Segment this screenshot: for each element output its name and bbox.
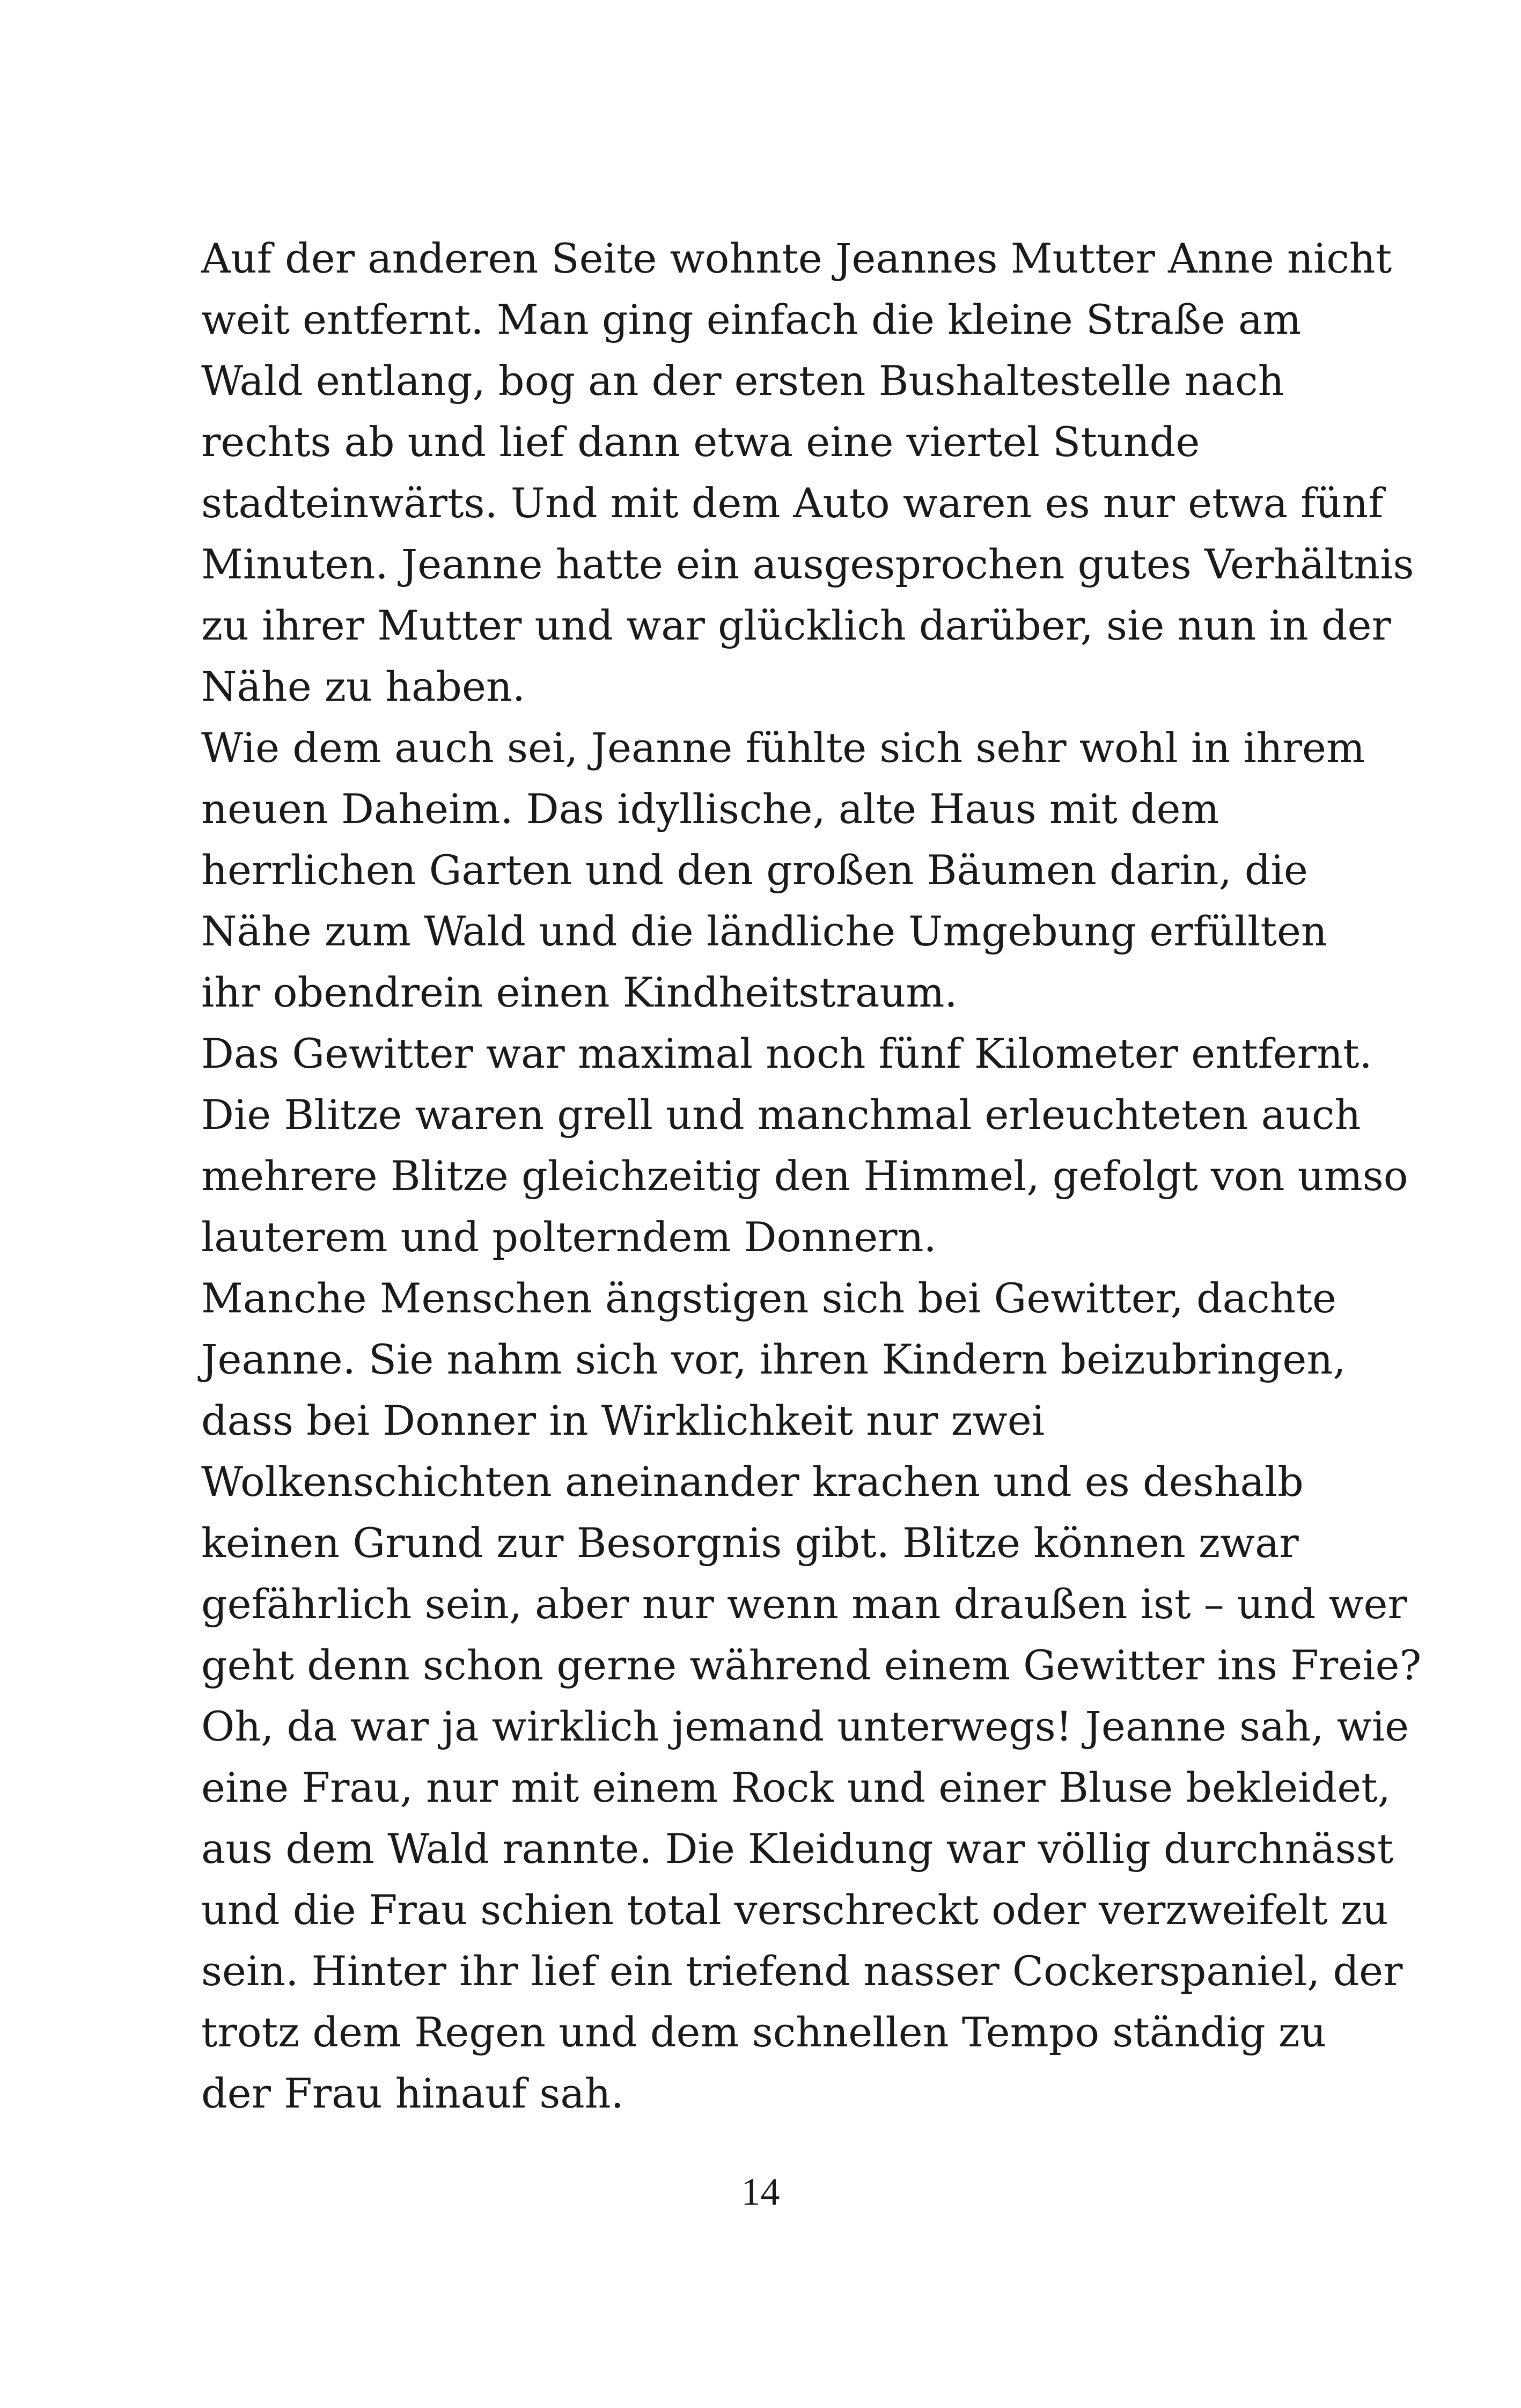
text-line: Wolkenschichten aneinander krachen und es deshalb bbox=[201, 1458, 1304, 1506]
text-line: dass bei Donner in Wirklichkeit nur zwei bbox=[201, 1397, 1045, 1444]
text-line: ihr obendrein einen Kindheitstraum. bbox=[201, 968, 958, 1016]
text-line: Minuten. Jeanne hatte ein ausgesprochen gutes Verhältnis bbox=[201, 540, 1414, 588]
text-line: Wald entlang, bog an der ersten Bushaltestelle nach bbox=[201, 357, 1284, 405]
text-line: neuen Daheim. Das idyllische, alte Haus mit dem bbox=[201, 785, 1219, 833]
text-line: Nähe zum Wald und die ländliche Umgebung erfüllten bbox=[201, 907, 1327, 955]
page-number: 14 bbox=[741, 2170, 780, 2213]
text-line: Nähe zu haben. bbox=[201, 663, 526, 710]
text-line: geht denn schon gerne während einem Gewitter ins Freie? bbox=[201, 1641, 1422, 1689]
text-line: Auf der anderen Seite wohnte Jeannes Mutter Anne nicht bbox=[201, 234, 1392, 282]
text-line: Oh, da war ja wirklich jemand unterwegs! Jeanne sah, wie bbox=[201, 1702, 1409, 1750]
text-line: keinen Grund zur Besorgnis gibt. Blitze können zwar bbox=[201, 1519, 1299, 1567]
text-line: herrlichen Garten und den großen Bäumen darin, die bbox=[201, 846, 1308, 894]
text-line: weit entfernt. Man ging einfach die kleine Straße am bbox=[201, 296, 1302, 343]
body-text bbox=[201, 228, 1422, 2124]
text-line: Die Blitze waren grell und manchmal erleuchteten auch bbox=[201, 1091, 1361, 1139]
text-line: Das Gewitter war maximal noch fünf Kilometer entfernt. bbox=[201, 1030, 1372, 1077]
text-line: aus dem Wald rannte. Die Kleidung war völlig durchnässt bbox=[201, 1825, 1394, 1873]
text-line: sein. Hinter ihr lief ein triefend nasser Cockerspaniel, der bbox=[201, 1947, 1403, 1995]
text-line: eine Frau, nur mit einem Rock und einer Bluse bekleidet, bbox=[201, 1764, 1391, 1811]
text-line: Wie dem auch sei, Jeanne fühlte sich sehr wohl in ihrem bbox=[201, 724, 1365, 772]
text-line: gefährlich sein, aber nur wenn man draußen ist – und wer bbox=[201, 1580, 1407, 1628]
text-line: Jeanne. Sie nahm sich vor, ihren Kindern beizubringen, bbox=[201, 1335, 1346, 1383]
text-line: stadteinwärts. Und mit dem Auto waren es nur etwa fünf bbox=[201, 479, 1384, 527]
text-line: der Frau hinauf sah. bbox=[201, 2069, 624, 2117]
text-line: trotz dem Regen und dem schnellen Tempo ständig zu bbox=[201, 2008, 1326, 2056]
text-line: und die Frau schien total verschreckt oder verzweifelt zu bbox=[201, 1886, 1388, 1934]
text-line: rechts ab und lief dann etwa eine viertel Stunde bbox=[201, 418, 1200, 466]
text-line: lauterem und polterndem Donnern. bbox=[201, 1213, 937, 1261]
text-line: zu ihrer Mutter und war glücklich darüber, sie nun in der bbox=[201, 601, 1391, 649]
text-line: Manche Menschen ängstigen sich bei Gewitter, dachte bbox=[201, 1274, 1337, 1322]
text-line: mehrere Blitze gleichzeitig den Himmel, gefolgt von umso bbox=[201, 1152, 1408, 1200]
